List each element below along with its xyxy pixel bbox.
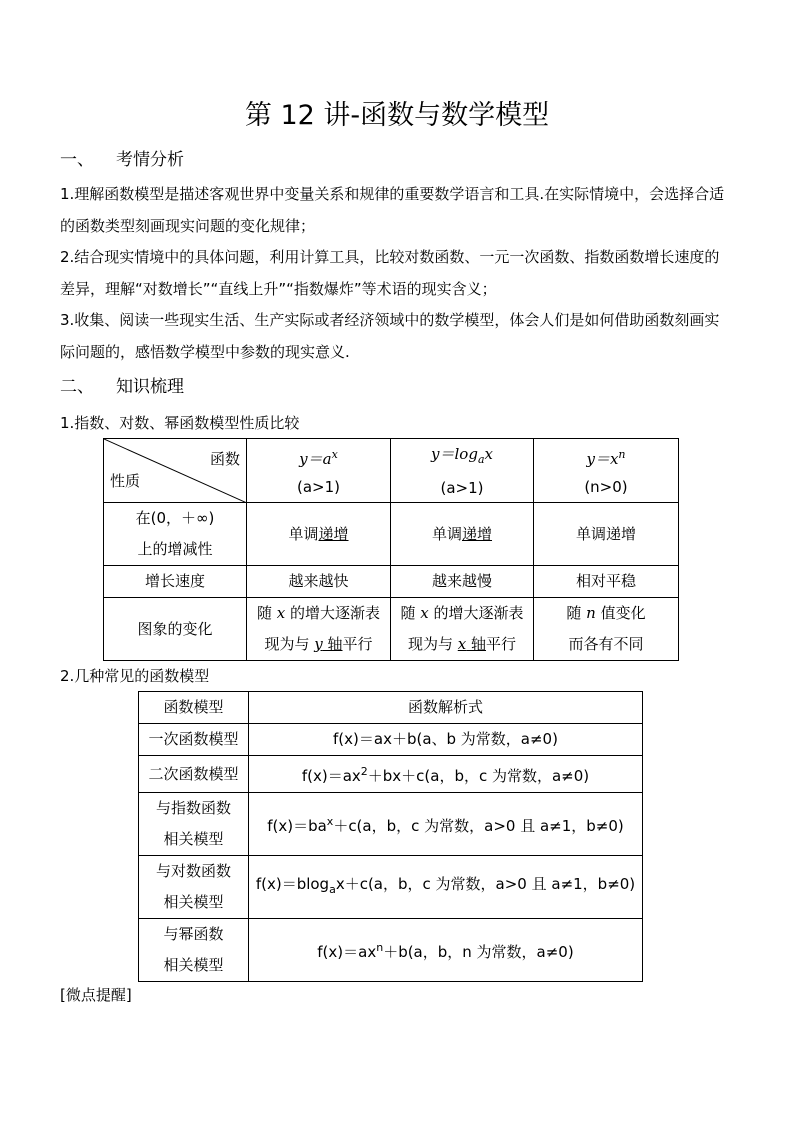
model-name-cell: 与对数函数 相关模型 [139,856,249,919]
section-heading-2 [60,375,184,399]
table-header-row [139,692,643,724]
subsection-title-1: 1.指数、对数、幂函数模型性质比较 [60,414,300,432]
table-cell: 相对平稳 [534,566,679,598]
row-label-growth-speed: 增长速度 [104,566,247,598]
analysis-point-3: 3.收集、阅读一些现实生活、生产实际或者经济领域中的数学模型，体会人们是如何借助函数刻画实际问题的，感悟数学模型中参数的现实意义. [60,311,720,361]
tip-label: [微点提醒] [60,986,132,1004]
section-number-2: 二、 [60,377,94,397]
section-title-1: 考情分析 [116,150,184,170]
table-cell: 随 x 的增大逐渐表 现为与 x 轴平行 [391,598,534,661]
table-row [104,503,679,566]
table-row [139,793,643,856]
formula-cell: f(x)＝ax＋b(a、b 为常数，a≠0) [249,724,643,756]
table-row [139,919,643,982]
corner-bottom-label: 性质 [110,472,141,490]
row-label-graph-change: 图象的变化 [104,598,247,661]
table-row [104,566,679,598]
table-cell: 随 n 值变化 而各有不同 [534,598,679,661]
function-models-table [138,691,643,982]
corner-top-label: 函数 [209,450,240,468]
model-name-cell: 二次函数模型 [139,756,249,793]
analysis-point-2: 2.结合现实情境中的具体问题，利用计算工具，比较对数函数、一元一次函数、指数函数增长速度的差异，理解“对数增长”“直线上升”“指数爆炸”等术语的现实含义； [60,248,720,298]
formula-cell: $f(x)=ba^x+c(a$，b，c 为常数，a>0 且 a≠1，b≠0) [249,793,643,856]
header-cell-model: 函数模型 [139,692,249,724]
table-row [139,756,643,793]
property-comparison-table [103,438,679,661]
row-label-monotonicity: 在(0，＋∞) 上的增减性 [104,503,247,566]
table-row [104,439,679,503]
table-cell: 单调递增 [534,503,679,566]
subsection-title-2: 2.几种常见的函数模型 [60,667,210,685]
table-cell: 越来越慢 [391,566,534,598]
table-cell: 单调递增 [391,503,534,566]
model-name-cell: 与幂函数 相关模型 [139,919,249,982]
header-cell-formula: 函数解析式 [249,692,643,724]
table-cell: 随 x 的增大逐渐表 现为与 y 轴平行 [247,598,391,661]
column-header-logarithmic: $y=\log_ax$ (a>1) [391,439,534,503]
diagonal-header-cell [104,439,247,503]
column-header-power: $y=x^n$ (n>0) [534,439,679,503]
formula-cell: $f(x)=ax^n+b(a$，b，n 为常数，a≠0) [249,919,643,982]
analysis-point-1: 1.理解函数模型是描述客观世界中变量关系和规律的重要数学语言和工具.在实际情境中，会选择合适的函数类型刻画现实问题的变化规律； [60,185,725,235]
model-name-cell: 与指数函数 相关模型 [139,793,249,856]
table-row [139,856,643,919]
formula-cell: f(x)＝blog$_a$x＋c(a，b，c 为常数，a>0 且 a≠1，b≠0) [249,856,643,919]
page-title: 第 12 讲-函数与数学模型 [244,100,550,131]
section-number-1: 一、 [60,150,94,170]
table-row [139,724,643,756]
formula-cell: $f(x)=ax^2+bx+c(a$，b，c 为常数，a≠0) [249,756,643,793]
section-heading-1 [60,148,184,172]
column-header-exponential: $y=a^x$ (a>1) [247,439,391,503]
model-name-cell: 一次函数模型 [139,724,249,756]
table-cell: 单调递增 [247,503,391,566]
table-row [104,598,679,661]
section-title-2: 知识梳理 [116,377,184,397]
table-cell: 越来越快 [247,566,391,598]
